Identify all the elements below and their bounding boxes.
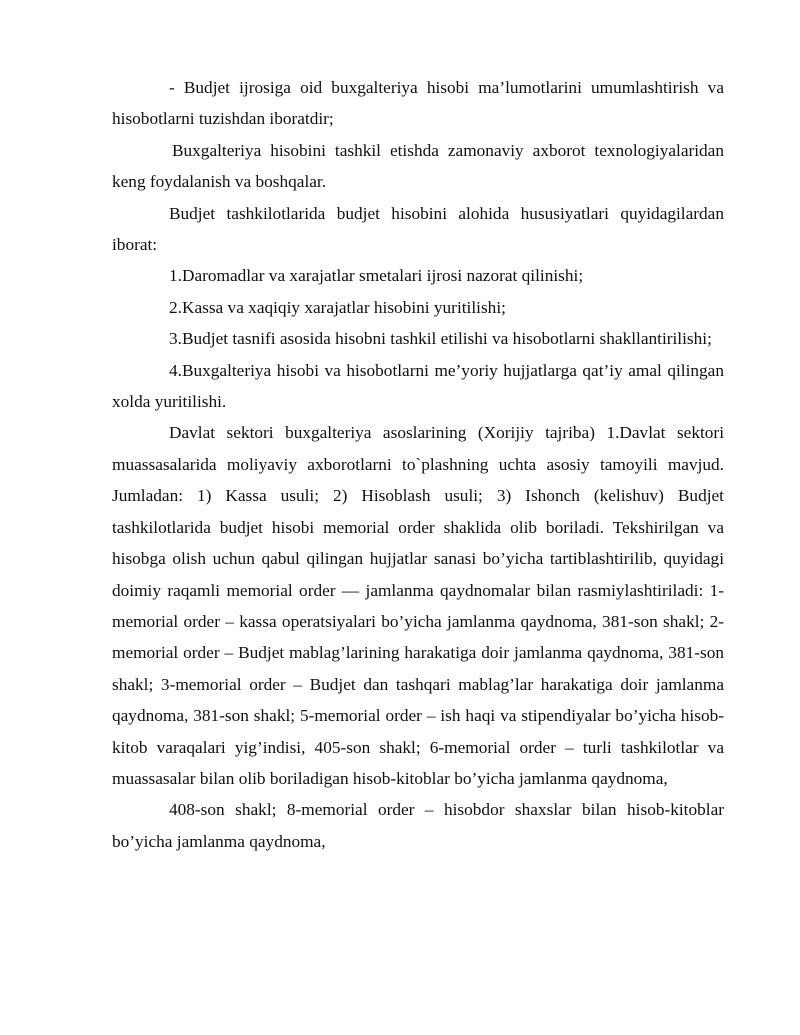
paragraph-modern-it: Buxgalteriya hisobini tashkil etishda zamonaviy axborot texnologiyalaridan keng foydalanish va boshqalar. xyxy=(112,140,724,192)
paragraph-form-408: 408-son shakl; 8-memorial order – hisobdor shaxslar bilan hisob-kitoblar bo’yicha jamlanma qaydnoma, xyxy=(112,800,724,851)
document-page xyxy=(112,72,724,857)
paragraph-features-intro: Budjet tashkilotlarida budjet hisobini alohida hususiyatlari quyidagilardan iborat: xyxy=(112,203,724,255)
list-item-3: 3.Budjet tasnifi asosida hisobni tashkil etilishi va hisobotlarni shakllantirilishi; xyxy=(169,329,712,349)
list-item-2: 2.Kassa va xaqiqiy xarajatlar hisobini yuritilishi; xyxy=(169,297,506,317)
list-item-1: 1.Daromadlar va xarajatlar smetalari ijrosi nazorat qilinishi; xyxy=(169,266,584,286)
list-item-4: 4.Buxgalteriya hisobi va hisobotlarni me’yoriy hujjatlarga qat’iy amal qilingan xolda yuritilishi. xyxy=(112,360,724,412)
paragraph-public-sector: Davlat sektori buxgalteriya asoslarining (Xorijiy tajriba) 1.Davlat sektori muassasalarida moliyaviy axborotlarni to`plashning uchta asosiy tamoyili mavjud. Jumladan: 1) Kassa usuli; 2) Hisoblash usuli; 3) Ishonch (kelishuv) Budjet tashkilotlarida budjet hisobi memorial order shaklida olib boriladi. Tekshirilgan va hisobga olish uchun qabul qilingan hujjatlar sanasi bo’yicha tartiblashtirilib, quyidagi doimiy raqamli memorial order — jamlanma qaydnomalar bilan rasmiylashtiriladi: 1-memorial order – kassa operatsiyalari bo’yicha jamlanma qaydnoma, 381-son shakl; 2-memorial order – Budjet mablag’larining harakatiga doir jamlanma qaydnoma, 381-son shakl; 3-memorial order – Budjet dan tashqari mablag’lar harakatiga doir jamlanma qaydnoma, 381-son shakl; 5-memorial order – ish haqi va stipendiyalar bo’yicha hisob-kitob varaqalari yig’indisi, 405-son shakl; 6-memorial order – turli tashkilotlar va muassasalar bilan olib boriladigan hisob-kitoblar bo’yicha jamlanma qaydnoma, xyxy=(112,423,724,788)
paragraph-budget-execution: - Budjet ijrosiga oid buxgalteriya hisobi ma’lumotlarini umumlashtirish va hisobotlarni tuzishdan iboratdir; xyxy=(112,78,724,129)
